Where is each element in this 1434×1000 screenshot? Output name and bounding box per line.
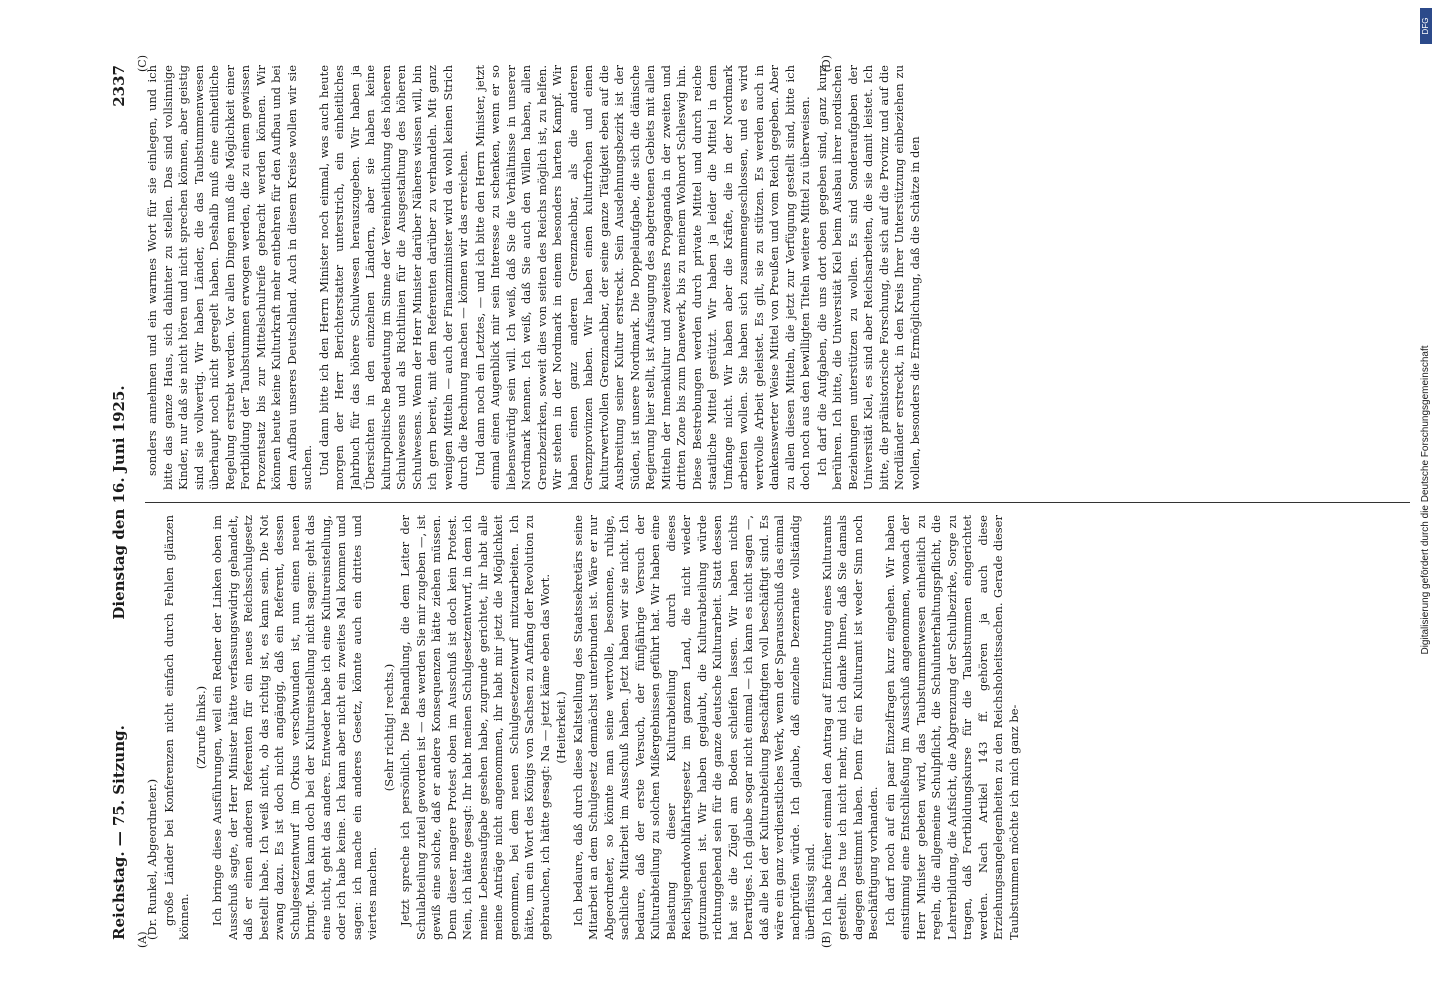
paragraph: Ich bedaure, daß durch diese Kaltstellung des Staatssekretärs seine Mitarbeit an dem Schulgesetz demnächst unterbunden ist. Wäre er nur Abgeordneter, so könnte man seine wertvolle, besonnene, ruhige, sachliche Mitarbeit im Ausschuß haben. Jetzt haben wir sie nicht. Ich bedaure, daß der erste Versuch, der fünfjährige Versuch der Kulturabteilung zu solchen Mißergebnissen geführt hat. Wir haben eine Belastung dieser Kulturabteilung durch dieses Reichsjugendwohlfahrtsgesetz im ganzen Land, die nicht wieder gutzumachen ist. Wir haben geglaubt, die Kulturabteilung würde richtunggebend sein für die ganze deutsche Kulturarbeit. Statt dessen hat sie die Zügel am Boden schleifen lassen. Wir haben nichts Derartiges. Ich glaube sogar nicht einmal — ich kann es nicht sagen —, daß alle bei der Kulturabteilung Beschäftigten voll beschäftigt sind. Es wäre ein ganz verdienstliches Werk, wenn der Sparausschuß das einmal nachprüfen würde. Ich glaube, daß einzelne Dezernate vollständig überflüssig sind.: [570, 515, 817, 940]
margin-marker-c: (C): [136, 55, 149, 72]
column-rule: [145, 502, 1410, 503]
paragraph: Und dann bitte ich den Herrn Minister noch einmal, was auch heute morgen der Herr Berichterstatter unterstrich, ein einheitliches Jahrbuch für das höhere Schulwesen herauszugeben. Wir haben ja Übersichten in den einzelnen Ländern, aber sie haben keine kulturpolitische Bedeutung im Sinne der Vereinheitlichung des höheren Schulwesens und als Richtlinien für die Ausgestaltung des höheren Schulwesens. Wenn der Herr Minister darüber Näheres wissen will, bin ich gern bereit, mit dem Referenten darüber zu verhandeln. Mit ganz wenigen Mitteln — auch der Finanzminister wird da wohl keinen Strich durch die Rechnung machen — können wir das erreichen.: [316, 65, 470, 490]
dfg-logo: [1420, 8, 1432, 44]
margin-marker-b: (B): [820, 931, 833, 948]
page-header: [100, 65, 140, 940]
left-column: [145, 515, 1410, 940]
paragraph: sonders annehmen und ein warmes Wort für sie einlegen, und ich bitte das ganze Haus, sich dahinter zu stellen. Das sind vollsinnige Kinder, nur daß sie nicht hören und nicht sprechen können, aber geistig sind sie vollwertig. Wir haben Länder, die das Taubstummenwesen überhaupt noch nicht geregelt haben. Deshalb muß eine einheitliche Regelung erstrebt werden. Vor allen Dingen muß die Möglichkeit einer Fortbildung der Taubstummen erwogen werden, die zu einem gewissen Prozentsatz bis zur Mittelschulreife gebracht werden können. Wir können heute keine Kulturkraft mehr entbehren für den Aufbau und bei dem Aufbau unseres Deutschland. Auch in diesem Kreise wollen wir sie suchen.: [145, 65, 314, 490]
right-column: [145, 65, 1410, 490]
paragraph: Ich darf noch auf ein paar Einzelfragen kurz eingehen. Wir haben einstimmig eine Entschließung im Ausschuß angenommen, wonach der Herr Minister gebeten wird, das Taubstummenwesen einheitlich zu regeln, die allgemeine Schulpflicht, die Schulunterhaltungspflicht, die Lehrerbildung, die Aufsicht, die Abgrenzung der Schulbezirke, Sorge zu tragen, daß Fortbildungskurse für die Taubstummen eingerichtet werden. Nach Artikel 143 ff. gehören ja auch diese Erziehungsangelegenheiten zu den Reichshoheitssachen. Gerade dieser Taubstummen möchte ich mich ganz be-: [882, 515, 1021, 940]
margin-marker-d: (D): [820, 55, 833, 73]
margin-marker-a: (A): [136, 931, 149, 948]
paragraph: Jetzt spreche ich persönlich. Die Behandlung, die dem Leiter der Schulabteilung zuteil geworden ist — das werden Sie mir zugeben —, ist gewiß eine solche, daß er andere Konsequenzen hätte ziehen müssen. Denn dieser magere Protest oben im Ausschuß ist doch kein Protest. Nein, ich hätte gesagt: Ihr habt meinen Schulgesetzentwurf, in dem ich meine Lebensaufgabe gesehen habe, zugrunde gerichtet, ihr habt alle meine Anträge nicht angenommen, ihr habt mir jetzt die Möglichkeit genommen, bei dem neuen Schulgesetzentwurf mitzuarbeiten. Ich hätte, um ein Wort des Königs von Sachsen zu Anfang der Revolution zu gebrauchen, ich hätte gesagt: Na — jetzt käme eben das Wort.: [398, 515, 552, 940]
dfg-logo-label: DFG: [1421, 17, 1430, 35]
header-date: Dienstag den 16. Juni 1925.: [110, 385, 128, 620]
text-columns: [145, 65, 1410, 940]
paragraph: Ich bringe diese Ausführungen, weil ein Redner der Linken oben im Ausschuß sagte, der Herr Minister hätte verfassungswidrig gehandelt, daß er einen anderen Referenten für ein neues Reichsschulgesetz bestellt habe. Ich weiß nicht, ob das richtig ist, es kann sein. Die Not zwang dazu. Es ist doch nicht angängig, daß ein Referent, dessen Schulgesetzentwurf im Orkus verschwunden ist, nun einen neuen bringt. Man kann doch bei der Kultureinstellung nicht sagen: geht das eine nicht, geht das andere. Entweder habe ich eine Kultureinstellung, oder ich habe keine. Ich kann aber nicht ein zweites Mal kommen und sagen: ich mache ein anderes Gesetz, könnte auch ein drittes und viertes machen.: [210, 515, 379, 940]
paragraph: Ich habe früher einmal den Antrag auf Einrichtung eines Kulturamts gestellt. Das tue ich nicht mehr, und ich danke Ihnen, daß Sie damals dagegen gestimmt haben. Denn für ein Kulturamt ist weder Sinn noch Beschäftigung vorhanden.: [819, 515, 880, 940]
footer-credit: Digitalisierung gefördert durch die Deutsche Forschungsgemeinschaft: [1420, 345, 1431, 655]
speaker-label: (Dr. Runkel, Abgeordneter.): [145, 778, 159, 940]
digitization-footer: [1418, 0, 1434, 1000]
paragraph: Ich darf die Aufgaben, die uns dort oben gegeben sind, ganz kurz berühren. Ich bitte, die Universität Kiel beim Ausbau ihrer nordischen Beziehungen unterstützen zu wollen. Es sind Sonderaufgaben der Universität Kiel, es sind aber Reichsarbeiten, die sie damit leistet. Ich bitte, die prähistorische Forschung, die sich auf die Provinz und auf die Nordländer erstreckt, in den Kreis Ihrer Unterstützung einbeziehen zu wollen, besonders die Ermöglichung, daß die Schätze in den: [814, 65, 922, 490]
header-page-number: 2337: [110, 65, 128, 107]
header-session: Reichstag. — 75. Sitzung.: [110, 725, 128, 940]
interjection: (Sehr richtig! rechts.): [381, 663, 396, 792]
rotated-page-content: [100, 55, 1415, 948]
paragraph: Und dann noch ein Letztes, — und ich bitte den Herrn Minister, jetzt einmal einen Augenblick mir sein Interesse zu schenken, wenn er so liebenswürdig sein will. Ich weiß, daß Sie die Verhältnisse in unserer Nordmark kennen. Ich weiß, daß Sie auch den Willen haben, allen Grenzbezirken, soweit dies von seiten des Reichs möglich ist, zu helfen. Wir stehen in der Nordmark in einem besonders harten Kampf. Wir haben einen ganz anderen Grenznachbar, als die anderen Grenzprovinzen haben. Wir haben einen kulturfrohen und einen kulturwertvollen Grenznachbar, der seine ganze Tätigkeit eben auf die Ausbreitung seiner Kultur erstreckt. Sein Ausdehnungsbezirk ist der Süden, ist unsere Nordmark. Die Doppelaufgabe, die sich die dänische Regierung hier stellt, ist Aufsaugung des abgetretenen Gebiets mit allen Mitteln der Innenkultur und zweitens Propaganda in der zweiten und dritten Zone bis zum Danewerk, bis zu meinem Wohnort Schleswig hin. Diese Bestrebungen werden durch private Mittel und durch reiche staatliche Mittel gestützt. Wir haben ja leider die Mittel in dem Umfange nicht. Wir haben aber die Kräfte, die in der Nordmark arbeiten wollen. Sie haben sich zusammengeschlossen, und es wird wertvolle Arbeit geleistet. Es gilt, sie zu stützen. Es werden auch in dankenswerter Weise Mittel von Preußen und vom Reich gegeben. Aber zu allen diesen Mitteln, die jetzt zur Verfügung gestellt sind, bitte ich doch noch aus den bewilligten Titeln weitere Mittel zu überweisen.: [472, 65, 812, 490]
paragraph: große Länder bei Konferenzen nicht einfach durch Fehlen glänzen können.: [161, 515, 191, 940]
interjection: (Zurufe links.): [193, 685, 208, 770]
interjection: (Heiterkeit.): [554, 691, 568, 764]
